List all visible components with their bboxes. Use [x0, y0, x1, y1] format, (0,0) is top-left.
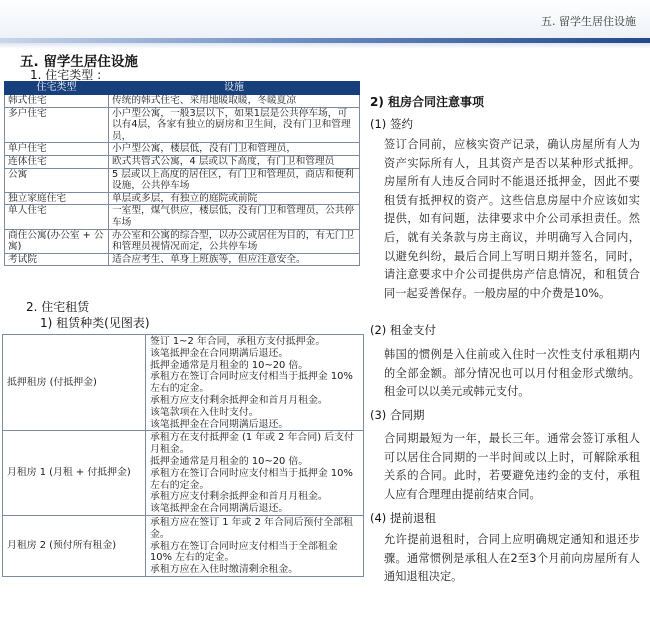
- lease-line: 该笔抵押金在合同期满后退还。: [150, 347, 289, 359]
- table-row: [5, 168, 360, 192]
- housing-desc-cell: 小户型公寓，一般3层以下，如果1层是公共停车场，可以有4层，各家有独立的厨房和卫生间，没有门卫和管理员，: [109, 107, 360, 143]
- housing-desc-cell: 传统的韩式住宅、采用地暖取暖，冬暖夏凉: [109, 95, 360, 108]
- lease-type-cell: 抵押租房 (付抵押金): [3, 335, 146, 431]
- housing-desc-cell: 单层或多层，有独立的庭院或前院: [109, 192, 360, 205]
- lease-line: 承租方在签订合同时应支付相当于全部租金 10% 左右的定金。: [150, 540, 338, 564]
- housing-type-cell: 商住公寓(办公室 + 公寓): [5, 229, 109, 253]
- lease-line: 承租方应支付剩余抵押金和首月月租金。: [150, 394, 328, 406]
- housing-desc-cell: 办公室和公寓的综合型，以办公或居住为目的，有无门卫和管理员视情况而定，公共停车场: [109, 229, 360, 253]
- lease-desc-cell: [146, 431, 364, 516]
- note-label: (4) 提前退租: [370, 511, 436, 525]
- table-row: [5, 155, 360, 168]
- table-header-row: [5, 82, 360, 95]
- leasing-types-table: [2, 334, 364, 577]
- header-fold: [0, 43, 650, 49]
- lease-line: 该笔款项在入住时支付。: [150, 406, 259, 418]
- table-row: [3, 431, 364, 516]
- lease-desc-cell: [146, 335, 364, 431]
- housing-type-cell: 独立家庭住宅: [5, 192, 109, 205]
- housing-desc-cell: 适合应考生、单身上班族等，但应注意安全。: [109, 253, 360, 266]
- column-header: 住宅类型: [5, 82, 109, 95]
- lease-desc-cell: [146, 515, 364, 576]
- note-text: 合同期最短为一年，最长三年。通常会签订承租人可以居住合同期的一半时间或以上时，可解除承租关系的合同。此时，若要避免违约金的支付，承租人应有合理理由提前结束合同。: [384, 432, 640, 501]
- lease-line: 承租方在签订合同时应支付相当于抵押金 10% 左右的定金。: [150, 467, 353, 491]
- lease-line: 承租方在签订合同时应支付相当于抵押金 10% 左右的定金。: [150, 371, 353, 395]
- lease-line: 抵押金通常是月租金的 10~20 倍。: [150, 359, 309, 371]
- table-row: [5, 253, 360, 266]
- housing-desc-cell: 欧式共管式公寓，4 层或以下高度，有门卫和管理员: [109, 155, 360, 168]
- table-row: [5, 229, 360, 253]
- note-label: (3) 合同期: [370, 408, 425, 422]
- housing-type-cell: 韩式住宅: [5, 95, 109, 108]
- housing-type-cell: 考试院: [5, 253, 109, 266]
- table-row: [5, 95, 360, 108]
- header-title: 五. 留学生居住设施: [541, 15, 636, 28]
- lease-type-cell: 月租房 2 (预付所有租金): [3, 515, 146, 576]
- lease-line: 承租方应在签订 1 年或 2 年合同后预付全部租金。: [150, 516, 353, 540]
- housing-desc-cell: 一室型，煤气供应，楼层低，没有门卫和管理员，公共停车场: [109, 205, 360, 229]
- lease-notes-title: 2) 租房合同注意事项: [370, 95, 485, 109]
- table-row: [3, 515, 364, 576]
- note-text: 韩国的惯例是入住前或入住时一次性支付承租期内的全部金额。部分情况也可以月付租金形式缴纳。租金可以以美元或韩元支付。: [384, 348, 640, 399]
- note-label: (2) 租金支付: [370, 323, 436, 337]
- lease-line: 抵押金通常是月租金的 10~20 倍。: [150, 455, 309, 467]
- note-text: 签订合同前，应核实资产记录，确认房屋所有人为资产实际所有人，且其资产是否以某种形式抵押。房屋所有人违反合同时不能退还抵押金，因此不要租赁有抵押权的资产。这些信息房屋中介应该如实提供，如有问题，法律要求中介公司承担责任。然后，就有关条款与房主商议，并明确写入合同内，以避免纠纷，最后合同上写明日期并签名，同时，请注意要求中介公司提供房产信息情况，和租赁合同一起妥善保存。一般房屋的中介费是10%。: [384, 138, 640, 300]
- column-header: 设施: [109, 82, 360, 95]
- table-row: [5, 143, 360, 156]
- page-header: [0, 0, 650, 38]
- section2-subtitle: 1) 租赁种类(见图表): [40, 316, 150, 330]
- lease-type-cell: 月租房 1 (月租 + 付抵押金): [3, 431, 146, 516]
- housing-desc-cell: 5 层或以上高度的居住区，有门卫和管理员，商店和便利设施，公共停车场: [109, 168, 360, 192]
- housing-type-cell: 单户住宅: [5, 143, 109, 156]
- section2-title: 2. 住宅租赁: [26, 300, 90, 314]
- lease-line: 承租方应在入住时缴清剩余租金。: [150, 564, 299, 576]
- housing-type-cell: 连体住宅: [5, 155, 109, 168]
- table-row: [5, 205, 360, 229]
- housing-type-cell: 公寓: [5, 168, 109, 192]
- housing-types-table: [4, 81, 360, 266]
- table-row: [5, 192, 360, 205]
- page-title: 五. 留学生居住设施: [20, 54, 138, 70]
- housing-type-cell: 多户住宅: [5, 107, 109, 143]
- lease-line: 承租方应支付剩余抵押金和首月月租金。: [150, 491, 328, 503]
- note-text: 允许提前退租时，合同上应明确规定通知和退还步骤。通常惯例是承租人在2至3个月前向房屋所有人通知退租决定。: [384, 533, 640, 584]
- section1-title: 1. 住宅类型 :: [30, 68, 102, 82]
- lease-line: 承租方在支付抵押金 (1 年或 2 年合同) 后支付月租金。: [150, 432, 354, 456]
- lease-line: 签订 1~2 年合同，承租方支付抵押金。: [150, 336, 326, 347]
- table-row: [5, 107, 360, 143]
- lease-line: 该笔抵押金在合同期满后退还。: [150, 418, 289, 430]
- housing-desc-cell: 小户型公寓，楼层低，没有门卫和管理员，: [109, 143, 360, 156]
- table-row: [3, 335, 364, 431]
- lease-line: 该笔抵押金在合同期满后退还。: [150, 503, 289, 515]
- note-label: (1) 签约: [370, 117, 413, 131]
- housing-type-cell: 单人住宅: [5, 205, 109, 229]
